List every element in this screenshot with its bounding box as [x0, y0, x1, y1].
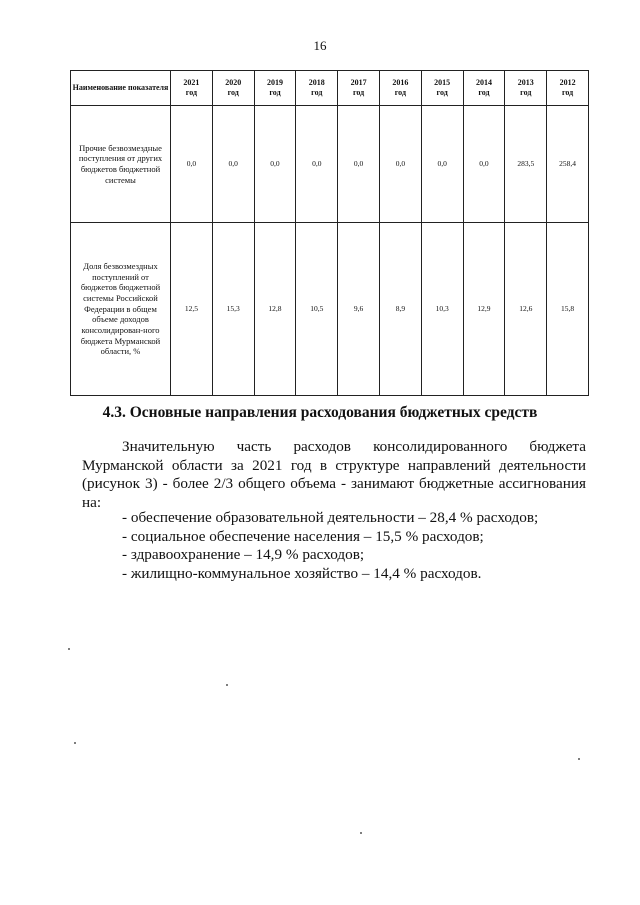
table-cell: 12,6 [505, 223, 547, 396]
table-cell: 0,0 [338, 106, 380, 223]
table-cell: 12,9 [463, 223, 505, 396]
scan-speck [68, 648, 70, 650]
scan-speck [74, 742, 76, 744]
table-cell: 0,0 [254, 106, 296, 223]
scan-speck [226, 684, 228, 686]
table-cell: 15,8 [547, 223, 589, 396]
table-cell: 283,5 [505, 106, 547, 223]
budget-revenue-table [70, 70, 589, 396]
table-header-row [71, 71, 589, 106]
page-number: 16 [313, 38, 327, 53]
header-year: 2020 год [212, 71, 254, 106]
table-cell: 0,0 [421, 106, 463, 223]
header-year: 2016 год [379, 71, 421, 106]
table-cell: 0,0 [296, 106, 338, 223]
table-cell: 10,3 [421, 223, 463, 396]
table-cell: 0,0 [171, 106, 213, 223]
table-cell: 8,9 [379, 223, 421, 396]
expense-list [122, 509, 538, 583]
table-row [71, 106, 589, 223]
list-item: - здравоохранение – 14,9 % расходов; [122, 546, 365, 564]
table-row [71, 223, 589, 396]
table-cell: 10,5 [296, 223, 338, 396]
header-year: 2018 год [296, 71, 338, 106]
row-indicator-name: Прочие безвозмездные поступления от других бюджетов бюджетной системы [71, 106, 171, 223]
header-year: 2014 год [463, 71, 505, 106]
header-year: 2017 год [338, 71, 380, 106]
table-cell: 9,6 [338, 223, 380, 396]
table-cell: 15,3 [212, 223, 254, 396]
row-indicator-name: Доля безвозмездных поступлений от бюджетов бюджетной системы Российской Федерации в общем объеме доходов консолидирован-ного бюджета Мурманской области, % [71, 223, 171, 396]
header-indicator-name: Наименование показателя [71, 71, 171, 106]
header-year: 2019 год [254, 71, 296, 106]
header-year: 2021 год [171, 71, 213, 106]
header-year: 2013 год [505, 71, 547, 106]
list-item: - обеспечение образовательной деятельности – 28,4 % расходов; [122, 509, 539, 526]
header-year: 2012 год [547, 71, 589, 106]
table-cell: 12,5 [171, 223, 213, 396]
list-item: - социальное обеспечение населения – 15,5 % расходов; [122, 527, 484, 545]
table-cell: 0,0 [379, 106, 421, 223]
scan-speck [360, 832, 362, 834]
body-paragraph: Значительную часть расходов консолидированного бюджета Мурманской области за 2021 год в структуре направлений деятельности (рисунок 3) - более 2/3 общего объема - занимают бюджетные ассигнования на: [82, 438, 586, 511]
list-item: - жилищно-коммунальное хозяйство – 14,4 % расходов. [122, 564, 482, 582]
header-year: 2015 год [421, 71, 463, 106]
table-cell: 0,0 [463, 106, 505, 223]
scan-speck [578, 758, 580, 760]
table-cell: 258,4 [547, 106, 589, 223]
table-cell: 12,8 [254, 223, 296, 396]
section-title: 4.3. Основные направления расходования бюджетных средств [102, 404, 538, 421]
table-cell: 0,0 [212, 106, 254, 223]
